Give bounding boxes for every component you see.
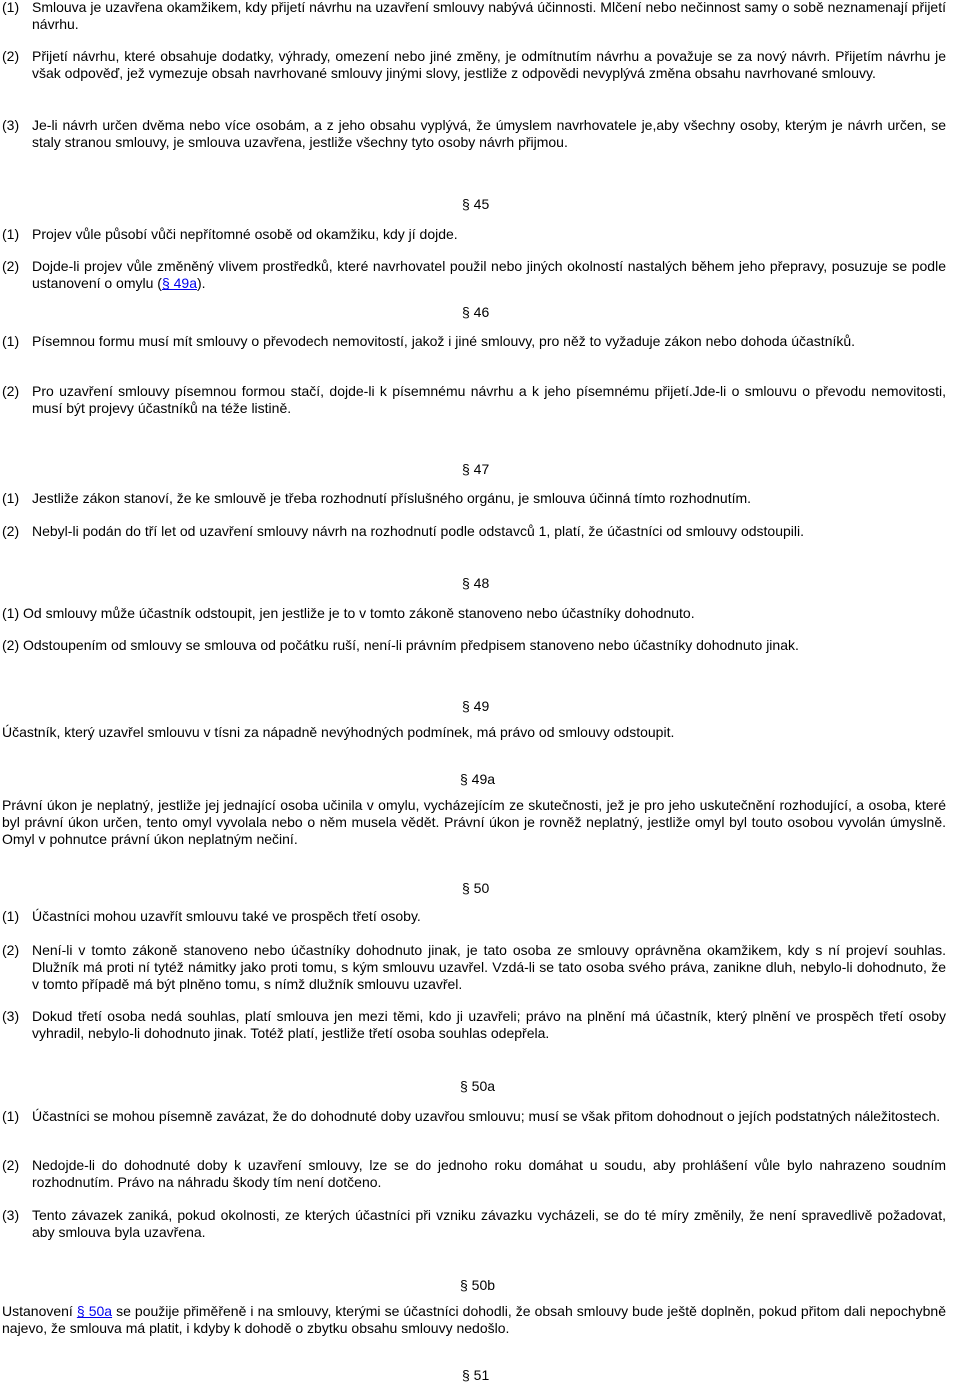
paragraph-text (32, 258, 946, 292)
section-heading: § 50 (462, 880, 490, 896)
paragraph-text: Právní úkon je neplatný, jestliže jej jednající osoba učinila v omylu, vycházejícím ze skutečnosti, jež je pro jeho uskutečnění rozhodující, a osoba, které byl právní úkon určen, tento omyl vyvolala nebo o něm musela vědět. Právní úkon je rovněž neplatný, jestliže omyl byl touto osobou vyvolán úmyslně. Omyl v pohnutce právní úkon neplatným nečiní. (2, 797, 946, 847)
paragraph-number: (1) (2, 908, 20, 924)
paragraph-text: Jestliže zákon stanoví, že ke smlouvě je třeba rozhodnutí příslušného orgánu, je smlouva účinná tímto rozhodnutím. (32, 490, 752, 506)
paragraph-number: (1) (2, 1108, 20, 1124)
paragraph-text: (2) Odstoupením od smlouvy se smlouva od počátku ruší, není-li právním předpisem stanoveno nebo účastníky dohodnuto jinak. (2, 637, 799, 653)
paragraph-text-part: Dojde-li projev vůle změněný vlivem prostředků, které navrhovatel použil nebo jiných okolností nastalých během jeho přepravy, posuzuje se podle ustanovení o omylu ( (32, 258, 946, 291)
paragraph-text: Účastník, který uzavřel smlouvu v tísni za nápadně nevýhodných podmínek, má právo od smlouvy odstoupit. (2, 724, 675, 740)
section-heading: § 48 (462, 575, 490, 591)
section-heading: § 50a (460, 1078, 496, 1094)
paragraph-text: Pro uzavření smlouvy písemnou formou stačí, dojde-li k písemnému návrhu a k jeho písemnému přijetí.Jde-li o smlouvu o převodu nemovitosti, musí být projevy účastníků na téže listině. (32, 383, 946, 416)
paragraph-text-part: ). (197, 275, 206, 291)
paragraph-text: Není-li v tomto zákoně stanoveno nebo účastníky dohodnuto jinak, je tato osoba ze smlouvy oprávněna okamžikem, kdy s ní projeví souhlas. Dlužník má proti ní tytéž námitky jako proti tomu, s kým smlouvu uzavřel. Vzdá-li se tato osoba svého práva, zanikne dluh, nebylo-li dohodnuto, že v tomto případě má být plněno tomu, s nímž dlužník smlouvu uzavřel. (32, 942, 946, 992)
paragraph-text: Přijetí návrhu, které obsahuje dodatky, výhrady, omezení nebo jiné změny, je odmítnutím návrhu a považuje se za nový návrh. Přijetím návrhu je však odpověď, jež vymezuje obsah navrhované smlouvy jinými slovy, jestliže z odpovědi nevyplývá změna obsahu navrhované smlouvy. (32, 48, 946, 81)
section-heading: § 47 (462, 461, 490, 477)
paragraph-text: Smlouva je uzavřena okamžikem, kdy přijetí návrhu na uzavření smlouvy nabývá účinnosti. Mlčení nebo nečinnost samy o sobě neznamenají přijetí návrhu. (32, 0, 946, 32)
paragraph-number: (1) (2, 333, 20, 349)
paragraph-text: Účastníci mohou uzavřít smlouvu také ve prospěch třetí osoby. (32, 908, 421, 924)
paragraph-text: Nebyl-li podán do tří let od uzavření smlouvy návrh na rozhodnutí podle odstavců 1, platí, že účastníci od smlouvy odstoupili. (32, 523, 804, 539)
section-heading: § 50b (460, 1277, 496, 1293)
paragraph-number: (3) (2, 1008, 20, 1024)
paragraph-number: (2) (2, 523, 20, 539)
paragraph-number: (2) (2, 1157, 20, 1173)
paragraph-text: Účastníci se mohou písemně zavázat, že do dohodnuté doby uzavřou smlouvu; musí se však přitom dohodnout o jejích podstatných náležitostech. (32, 1108, 941, 1124)
paragraph-number: (2) (2, 48, 20, 64)
section-heading: § 51 (462, 1367, 490, 1383)
paragraph-text: Tento závazek zaniká, pokud okolnosti, ze kterých účastníci při vzniku závazku vycházeli, se do té míry změnily, že není spravedlivě požadovat, aby smlouva byla uzavřena. (32, 1207, 946, 1240)
paragraph-text-part: se použije přiměřeně i na smlouvy, kterými se účastníci dohodli, že obsah smlouvy bude ještě doplněn, pokud přitom dali nepochybně najevo, že smlouva má platit, i kdyby k dohodě o zbytku obsahu smlouvy nedošlo. (2, 1303, 946, 1336)
paragraph-text: Písemnou formu musí mít smlouvy o převodech nemovitostí, jakož i jiné smlouvy, pro něž to vyžaduje zákon nebo dohoda účastníků. (32, 333, 856, 349)
section-49a-link[interactable]: § 49a (161, 275, 198, 291)
paragraph-text: Je-li návrh určen dvěma nebo více osobám, a z jeho obsahu vyplývá, že úmyslem navrhovatele je,aby všechny osoby, kterým je návrh určen, se staly stranou smlouvy, je smlouva uzavřena, jestliže všechny tyto osoby návrh přijmou. (32, 117, 946, 150)
section-heading: § 49 (462, 698, 490, 714)
paragraph-number: (2) (2, 258, 20, 274)
paragraph-number: (2) (2, 383, 20, 399)
paragraph-text: (1) Od smlouvy může účastník odstoupit, jen jestliže je to v tomto zákoně stanoveno nebo účastníky dohodnuto. (2, 605, 695, 621)
paragraph-text (2, 1303, 946, 1337)
paragraph-text-part: Ustanovení (2, 1303, 77, 1319)
paragraph-number: (1) (2, 226, 20, 242)
section-heading: § 49a (460, 771, 496, 787)
paragraph-text: Nedojde-li do dohodnuté doby k uzavření smlouvy, lze se do jednoho roku domáhat u soudu, aby prohlášení vůle bylo nahrazeno soudním rozhodnutím. Právo na náhradu škody tím není dotčeno. (32, 1157, 946, 1190)
paragraph-number: (1) (2, 490, 20, 506)
paragraph-number: (3) (2, 117, 20, 133)
section-heading: § 46 (462, 304, 490, 320)
paragraph-text: Dokud třetí osoba nedá souhlas, platí smlouva jen mezi těmi, kdo ji uzavřeli; právo na plnění má účastník, který plnění ve prospěch třetí osoby vyhradil, nebylo-li dohodnuto jinak. Totéž platí, jestliže třetí osoba souhlas odepřela. (32, 1008, 946, 1041)
paragraph-number: (1) (2, 0, 20, 15)
section-heading: § 45 (462, 196, 490, 212)
paragraph-number: (3) (2, 1207, 20, 1223)
paragraph-text: Projev vůle působí vůči nepřítomné osobě od okamžiku, kdy jí dojde. (32, 226, 458, 242)
paragraph-number: (2) (2, 942, 20, 958)
section-50a-link[interactable]: § 50a (76, 1303, 113, 1319)
